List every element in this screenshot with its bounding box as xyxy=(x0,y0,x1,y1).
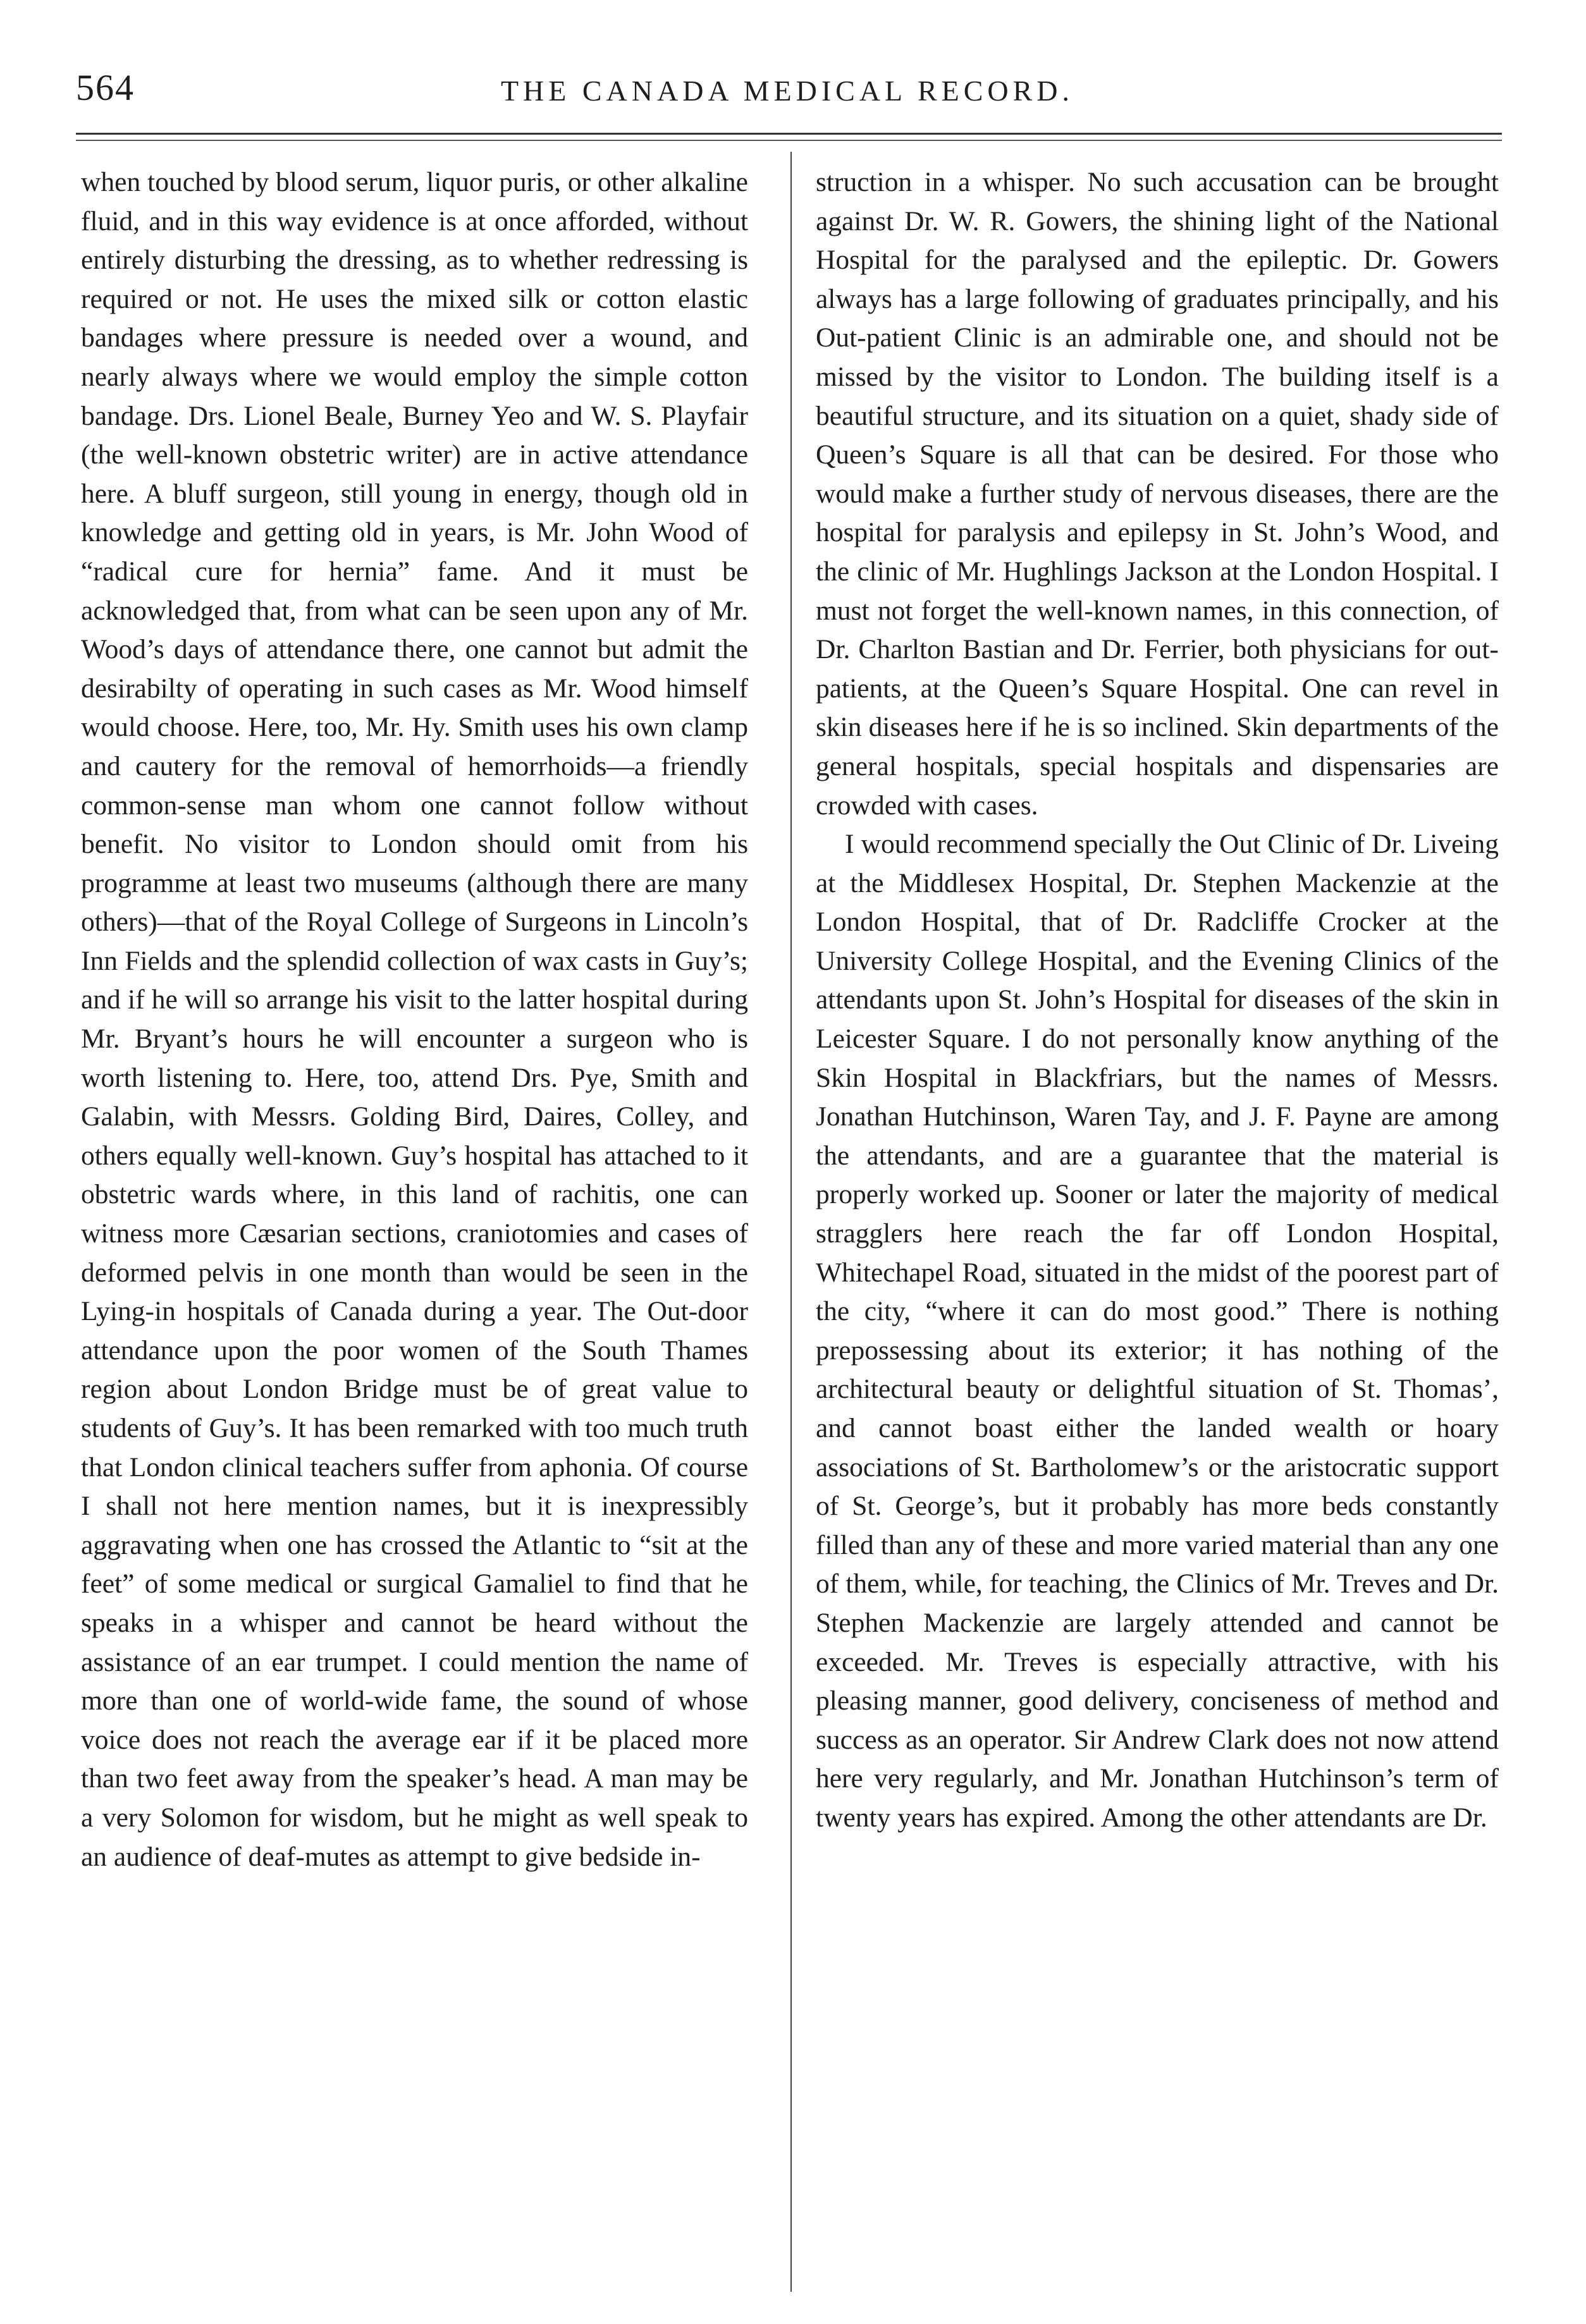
column-divider xyxy=(790,152,792,2292)
journal-title: THE CANADA MEDICAL RECORD. xyxy=(500,75,1074,107)
page-number: 564 xyxy=(76,67,135,108)
right-paragraph-2: I would recommend specially the Out Clinic of Dr. Liveing at the Middlesex Hospital, Dr. Stephen Mackenzie at the London Hospital, that of Dr. Radcliffe Crocker at the University College Hospital, and the Evening Clinics of the attendants upon St. John’s Hospital for diseases of the skin in Leicester Square. I do not personally know anything of the Skin Hospital in Blackfriars, but the names of Messrs. Jonathan Hutchinson, Waren Tay, and J. F. Payne are among the attendants, and are a guarantee that the material is properly worked up. Sooner or later the majority of medical stragglers here reach the far off London Hospital, Whitechapel Road, situated in the midst of the poorest part of the city, “where it can do most good.” There is nothing prepossessing about its exterior; it has nothing of the architectural beauty or delightful situation of St. Thomas’, and cannot boast either the landed wealth or hoary associations of St. Bartholomew’s or the aristocratic support of St. George’s, but it probably has more beds constantly filled than any of these and more varied material than any one of them, while, for teaching, the Clinics of Mr. Treves and Dr. Stephen Mackenzie are largely attended and cannot be exceeded. Mr. Treves is especially attractive, with his pleasing manner, good delivery, conciseness of method and success as an operator. Sir Andrew Clark does not now attend here very regularly, and Mr. Jonathan Hutchinson’s term of twenty years has expired. Among the other attendants are Dr. xyxy=(816,829,1499,1833)
left-paragraph-1: when touched by blood serum, liquor puris, or other alkaline fluid, and in this way evidence is at once afforded, without entirely disturbing the dressing, as to whether redressing is required or not. He uses the mixed silk or cotton elastic bandages where pressure is needed over a wound, and nearly always where we would employ the simple cotton bandage. Drs. Lionel Beale, Burney Yeo and W. S. Playfair (the well-known obstetric writer) are in active attendance here. A bluff surgeon, still young in energy, though old in knowledge and getting old in years, is Mr. John Wood of “radical cure for hernia” fame. And it must be acknowledged that, from what can be seen upon any of Mr. Wood’s days of attendance there, one cannot but admit the desirabilty of operating in such cases as Mr. Wood himself would choose. Here, too, Mr. Hy. Smith uses his own clamp and cautery for the removal of hemorrhoids—a friendly common-sense man whom one cannot follow without benefit. No visitor to London should omit from his programme at least two museums (although there are many others)—that of the Royal College of Surgeons in Lincoln’s Inn Fields and the splendid collection of wax casts in Guy’s; and if he will so arrange his visit to the latter hospital during Mr. Bryant’s hours he will encounter a surgeon who is worth listening to. Here, too, attend Drs. Pye, Smith and Galabin, with Messrs. Golding Bird, Daires, Colley, and others equally well-known. Guy’s hospital has attached to it obstetric wards where, in this land of rachitis, one can witness more Cæsarian sections, craniotomies and cases of deformed pelvis in one month than would be seen in the Lying-in hospitals of Canada during a year. The Out-door attendance upon the poor women of the South Thames region about London Bridge must be of great value to students of Guy’s. It has been remarked with too much truth that London clinical teachers suffer from aphonia. Of course I shall not here mention names, but it is inexpressibly aggravating when one has crossed the Atlantic to “sit at the feet” of some medical or surgical Gamaliel to find that he speaks in a whisper and cannot be heard without the assistance of an ear trumpet. I could mention the name of more than one of world-wide fame, the sound of whose voice does not reach the average ear if it be placed more than two feet away from the speaker’s head. A man may be a very Solomon for wisdom, but he might as well speak to an audience of deaf-mutes as attempt to give bedside in- xyxy=(81,167,748,1872)
left-column xyxy=(81,163,748,1876)
page-header xyxy=(76,60,1499,117)
header-rule-secondary xyxy=(76,140,1502,141)
header-rule xyxy=(76,133,1502,135)
right-column xyxy=(816,163,1499,1838)
right-paragraph-1: struction in a whisper. No such accusation can be brought against Dr. W. R. Gowers, the shining light of the National Hospital for the paralysed and the epileptic. Dr. Gowers always has a large following of graduates principally, and his Out-patient Clinic is an admirable one, and should not be missed by the visitor to London. The building itself is a beautiful structure, and its situation on a quiet, shady side of Queen’s Square is all that can be desired. For those who would make a further study of nervous diseases, there are the hospital for paralysis and epilepsy in St. John’s Wood, and the clinic of Mr. Hughlings Jackson at the London Hospital. I must not forget the well-known names, in this connection, of Dr. Charlton Bastian and Dr. Ferrier, both physicians for out-patients, at the Queen’s Square Hospital. One can revel in skin diseases here if he is so inclined. Skin departments of the general hospitals, special hospitals and dispensaries are crowded with cases. xyxy=(816,167,1499,821)
